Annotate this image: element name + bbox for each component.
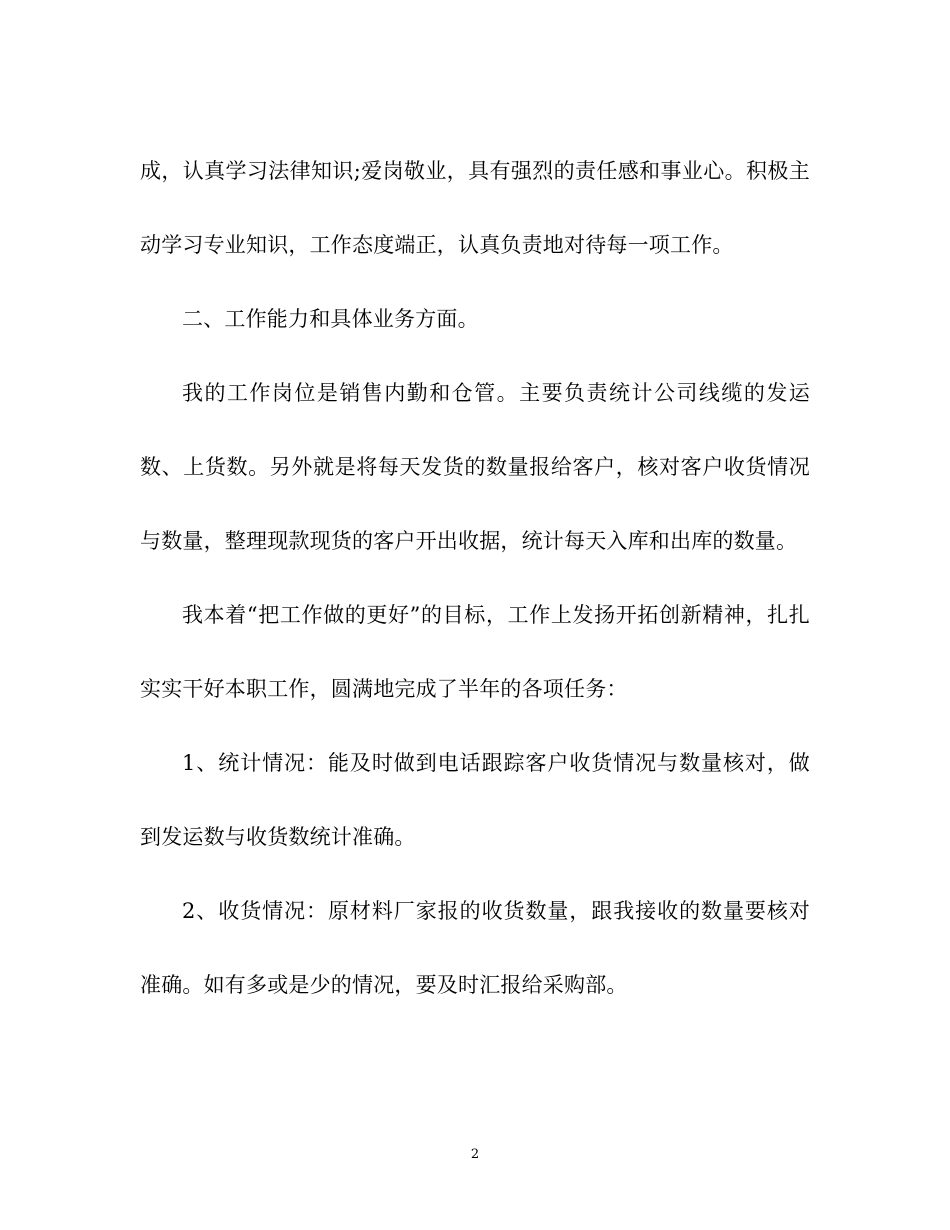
paragraph-job-duties: 我的工作岗位是销售内勤和仓管。主要负责统计公司线缆的发运数、上货数。另外就是将每天发货的数量报给客户，核对客户收货情况与数量，整理现款现货的客户开出收据，统计每天入库和出库的数量。 — [140, 381, 810, 553]
section-heading: 二、工作能力和具体业务方面。 — [182, 307, 479, 331]
document-body — [140, 134, 810, 1022]
list-item-receiving: 2、收货情况：原材料厂家报的收货数量，跟我接收的数量要核对准确。如有多或是少的情况，要及时汇报给采购部。 — [140, 899, 810, 997]
page-number: 2 — [470, 1147, 480, 1162]
paragraph-goal: 我本着“把工作做的更好”的目标，工作上发扬开拓创新精神，扎扎实实干好本职工作，圆满地完成了半年的各项任务： — [140, 603, 810, 701]
paragraph-continuation: 成，认真学习法律知识;爱岗敬业，具有强烈的责任感和事业心。积极主动学习专业知识，工作态度端正，认真负责地对待每一项工作。 — [140, 159, 810, 257]
list-item-statistics: 1、统计情况：能及时做到电话跟踪客户收货情况与数量核对，做到发运数与收货数统计准确。 — [140, 751, 810, 849]
